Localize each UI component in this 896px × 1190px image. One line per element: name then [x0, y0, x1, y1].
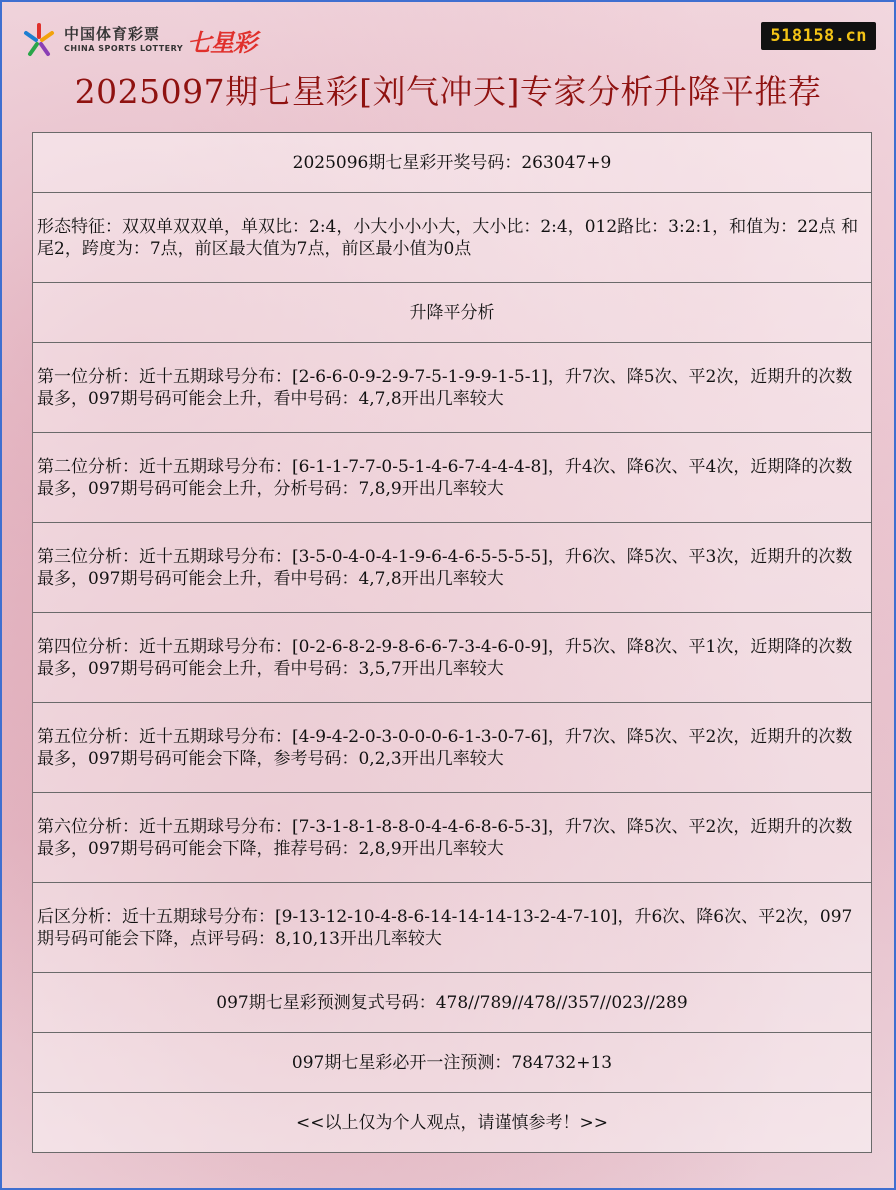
- position-3-analysis: 第三位分析：近十五期球号分布：[3-5-0-4-0-4-1-9-6-4-6-5-5-5-5]，升6次、降5次、平3次，近期升的次数最多，097期号码可能会上升，看中号码：4,7,8开出几率较大: [33, 523, 872, 613]
- logo-en-text: CHINA SPORTS LOTTERY: [64, 44, 184, 53]
- single-prediction-cell: 097期七星彩必开一注预测：784732+13: [33, 1033, 872, 1093]
- compound-prediction-cell: 097期七星彩预测复式号码：478//789//478//357//023//289: [33, 973, 872, 1033]
- position-2-analysis: 第二位分析：近十五期球号分布：[6-1-1-7-7-0-5-1-4-6-7-4-4-4-8]，升4次、降6次、平4次，近期降的次数最多，097期号码可能会上升，分析号码：7,8,9开出几率较大: [33, 433, 872, 523]
- sports-lottery-logo: [20, 20, 256, 60]
- position-4-analysis: 第四位分析：近十五期球号分布：[0-2-6-8-2-9-8-6-6-7-3-4-6-0-9]，升5次、降8次、平1次，近期降的次数最多，097期号码可能会上升，看中号码：3,5,7开出几率较大: [33, 613, 872, 703]
- disclaimer-cell: <<以上仅为个人观点，请谨慎参考！>>: [33, 1093, 872, 1153]
- back-zone-analysis: 后区分析：近十五期球号分布：[9-13-12-10-4-8-6-14-14-14-13-2-4-7-10]，升6次、降6次、平2次，097期号码可能会下降，点评号码：8,10,13开出几率较大: [33, 883, 872, 973]
- section-heading-cell: 升降平分析: [33, 283, 872, 343]
- draw-result-cell: 2025096期七星彩开奖号码：263047+9: [33, 133, 872, 193]
- logo-brand-text: 七星彩: [187, 28, 257, 57]
- sports-lottery-star-icon: [20, 21, 58, 59]
- logo-cn-text: 中国体育彩票: [64, 25, 161, 43]
- analysis-table: [32, 132, 872, 1153]
- pattern-cell: 形态特征：双双单双双单，单双比：2:4，小大小小小大，大小比：2:4，012路比：3:2:1，和值为：22点 和尾2，跨度为：7点，前区最大值为7点，前区最小值为0点: [33, 193, 872, 283]
- position-1-analysis: 第一位分析：近十五期球号分布：[2-6-6-0-9-2-9-7-5-1-9-9-1-5-1]，升7次、降5次、平2次，近期升的次数最多，097期号码可能会上升，看中号码：4,7,8开出几率较大: [33, 343, 872, 433]
- position-5-analysis: 第五位分析：近十五期球号分布：[4-9-4-2-0-3-0-0-0-6-1-3-0-7-6]，升7次、降5次、平2次，近期升的次数最多，097期号码可能会下降，参考号码：0,2,3开出几率较大: [33, 703, 872, 793]
- page-title: 2025097期七星彩[刘气冲天]专家分析升降平推荐: [74, 72, 822, 111]
- site-badge[interactable]: 518158.cn: [761, 22, 876, 50]
- position-6-analysis: 第六位分析：近十五期球号分布：[7-3-1-8-1-8-8-0-4-4-6-8-6-5-3]，升7次、降5次、平2次，近期升的次数最多，097期号码可能会下降，推荐号码：2,8,9开出几率较大: [33, 793, 872, 883]
